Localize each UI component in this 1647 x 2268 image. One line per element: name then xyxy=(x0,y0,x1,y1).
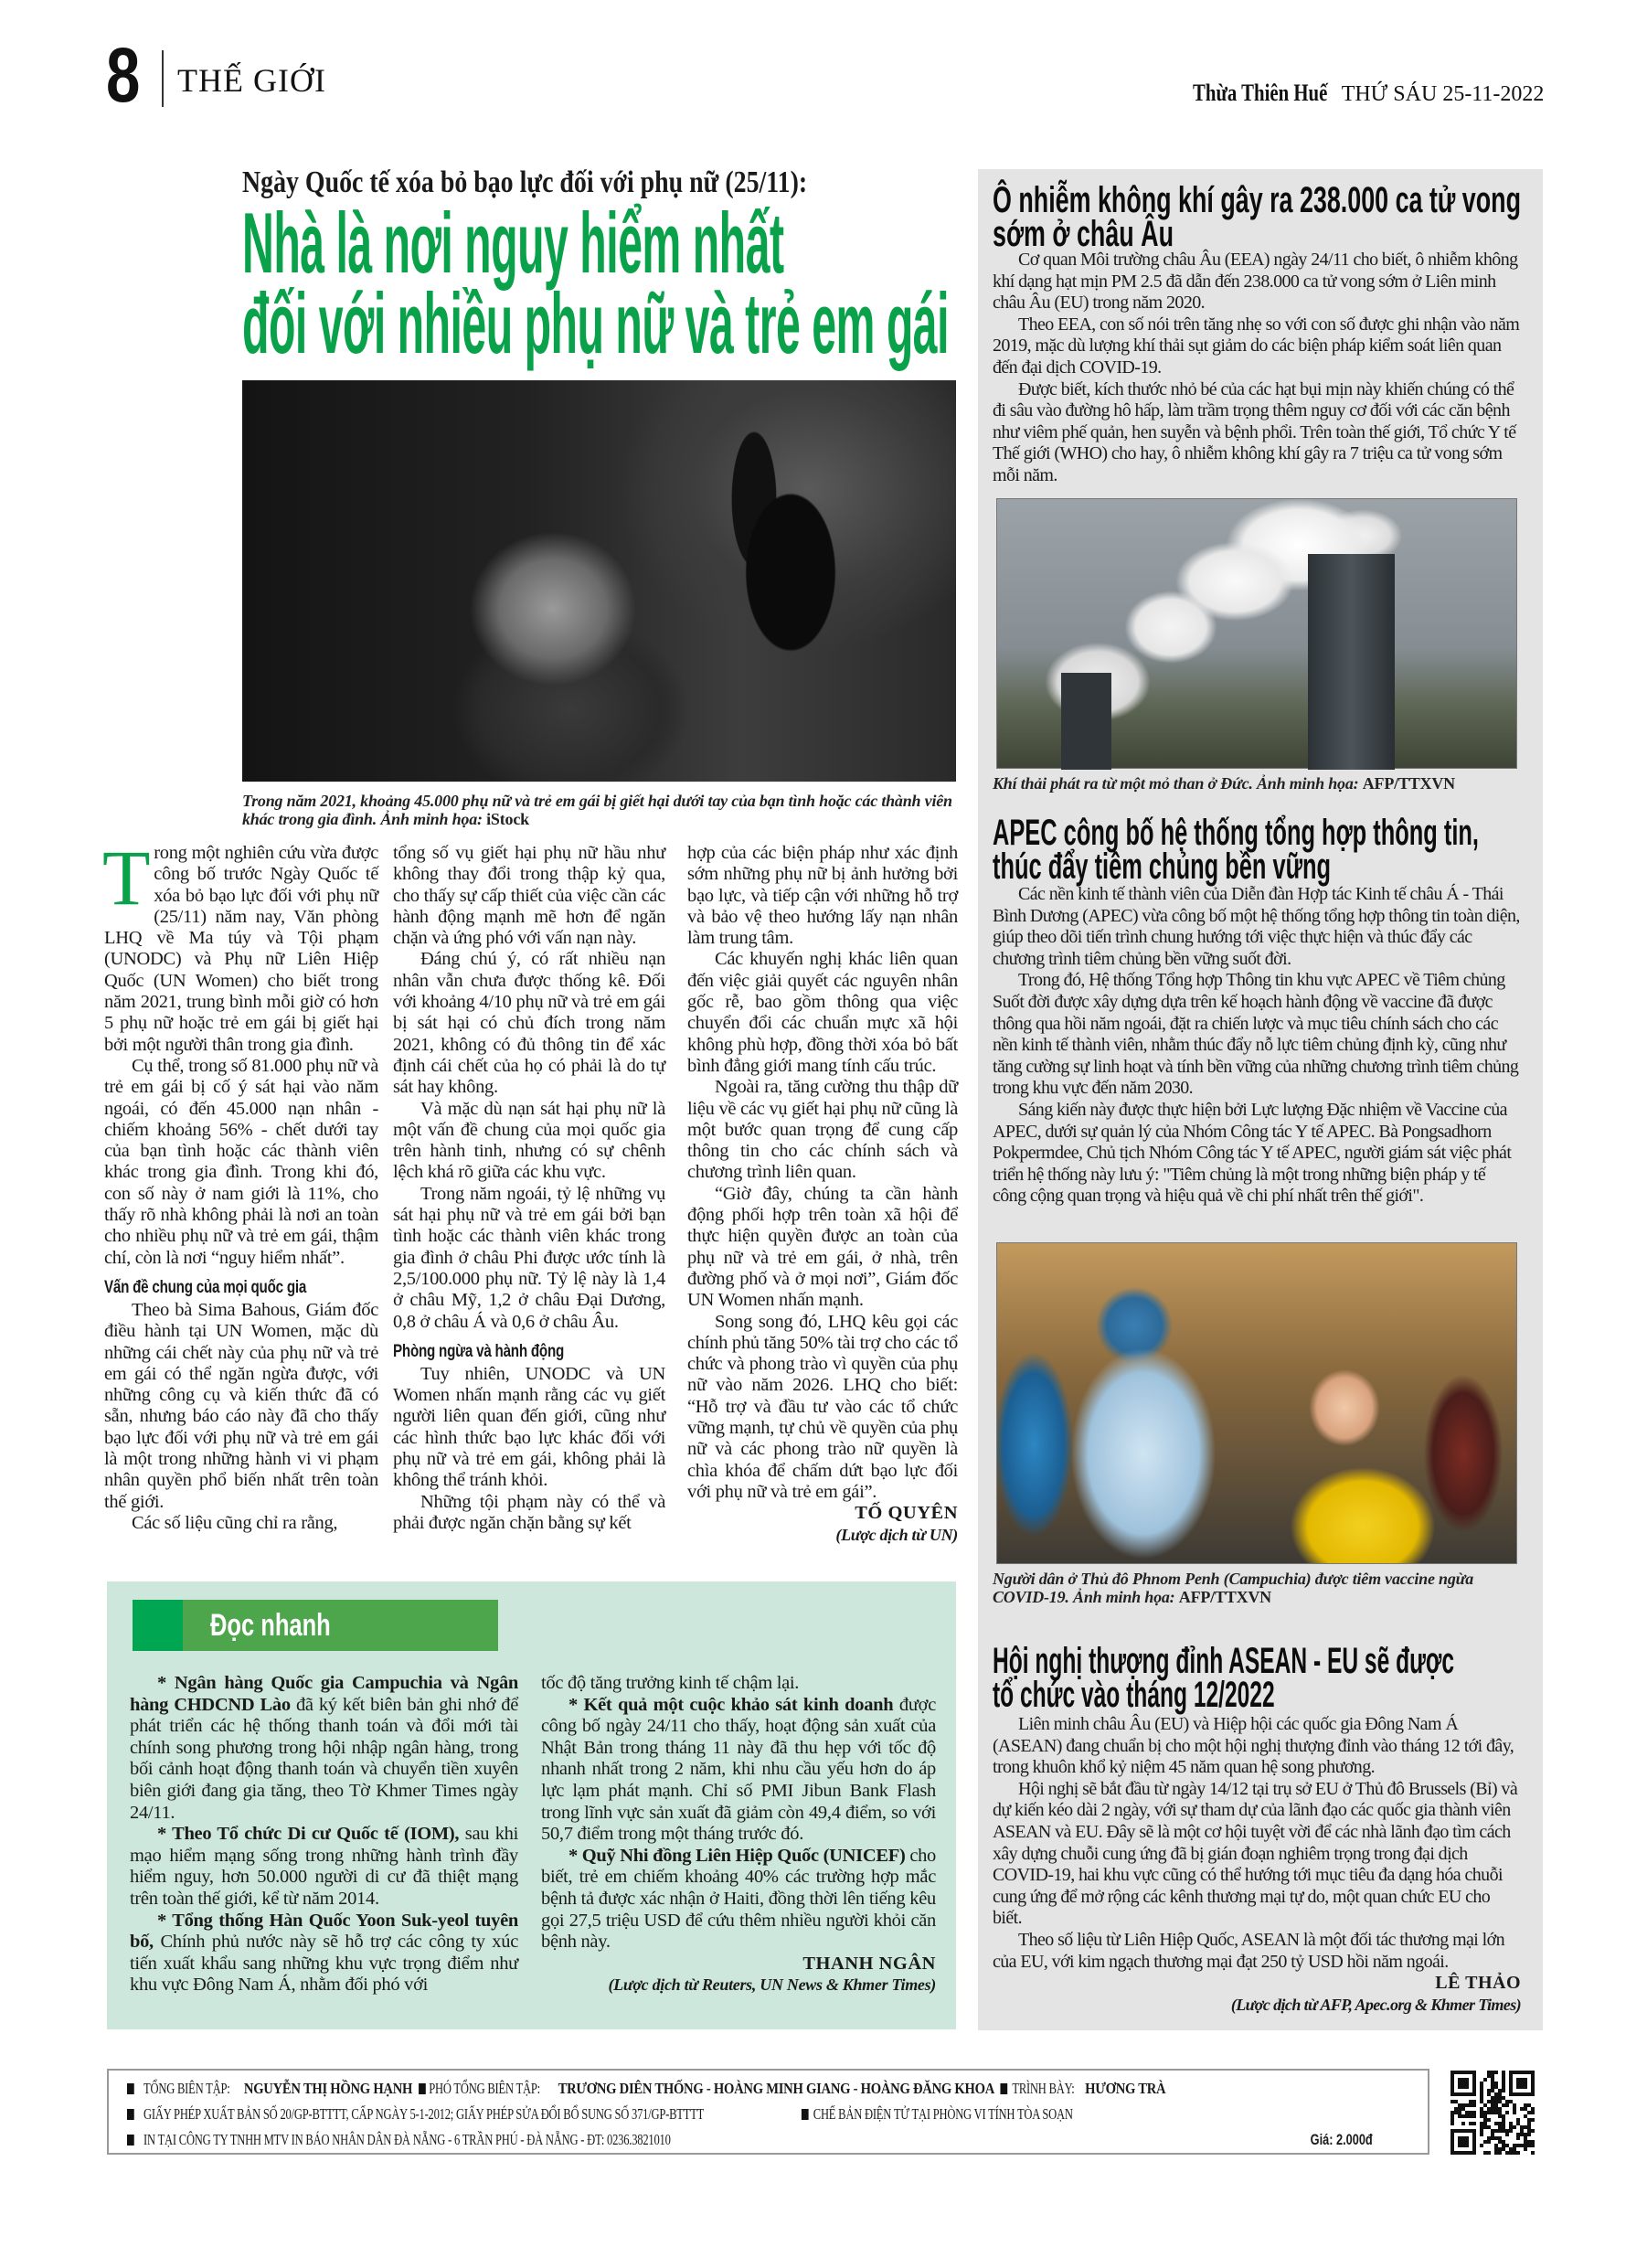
text: Theo EEA, con số nói trên tăng nhẹ so với con số được ghi nhận vào năm 2019, mặc dù lượng khí thải sụt giảm do các biện pháp kiểm soát liên quan đến đại dịch COVID-19. xyxy=(993,314,1520,378)
paragraph xyxy=(130,1824,518,1910)
headline-line: Nhà là nơi nguy hiểm nhất xyxy=(242,195,784,291)
issue-date: THỨ SÁU 25-11-2022 xyxy=(1341,82,1545,106)
text: Ngoài ra, tăng cường thu thập dữ liệu về các vụ giết hại phụ nữ cũng là một bước quan trọng để cung cấp thông tin cho các chính sách và chương trình liên quan. xyxy=(687,1077,958,1183)
imprint-line-printer: IN TẠI CÔNG TY TNHH MTV IN BÁO NHÂN DÂN ĐÀ NẴNG - 6 TRẦN PHÚ - ĐÀ NẴNG - ĐT: 0236.3821010 xyxy=(127,2131,859,2149)
photo-credit: iStock xyxy=(486,810,529,828)
title-line: thúc đẩy tiêm chủng bền vững xyxy=(993,847,1332,887)
photo-caption: Người dân ở Thủ đô Phnom Penh (Campuchia) được tiêm vaccine ngừa COVID-19. Ảnh minh họa: AFP/TTXVN xyxy=(993,1570,1474,1606)
paragraph xyxy=(393,949,665,1098)
paragraph xyxy=(393,843,665,949)
article-column xyxy=(102,834,378,1534)
text: LÊ THẢO xyxy=(1435,1973,1521,1994)
article-title-apec[interactable] xyxy=(993,813,1647,887)
text: Phòng ngừa và hành động xyxy=(393,1341,565,1361)
text: đã ký kết biên bản ghi nhớ để phát triển các hệ thống thanh toán và đổi mới tài chính song phương trong hội nhập ngân hàng, trong bối cảnh hoạt động thanh toán và chuyển tiền xuyên biên giới đang gia tăng, theo Tờ Khmer Times ngày 24/11. xyxy=(130,1694,518,1823)
lead-in: * Tổng thống Hàn Quốc Yoon Suk-yeol tuyên bố, xyxy=(130,1910,518,1953)
coal-plant-photo[interactable] xyxy=(996,498,1517,769)
caption-text: Trong năm 2021, khoảng 45.000 phụ nữ và trẻ em gái bị giết hại dưới tay của bạn tình hoặc các thành viên khác trong gia đình. Ảnh minh họa: xyxy=(242,792,952,828)
imprint-line-editors: TỔNG BIÊN TẬP:NGUYỄN THỊ HỒNG HẠNH PHÓ TỔNG BIÊN TẬP:TRƯƠNG DIÊN THỐNG - HOÀNG MINH GIANG - HOÀNG ĐĂNG KHOA TRÌNH BÀY:HƯƠNG TRÀ xyxy=(127,2080,1334,2098)
text: (Lược dịch từ UN) xyxy=(835,1525,958,1544)
text: sau khi mạo hiểm mạng sống trong những hành trình đầy hiểm nguy, hơn 50.000 người di cư đã thiệt mạng trên toàn thế giới, kể từ năm 2014. xyxy=(130,1824,518,1909)
paragraph xyxy=(541,1695,936,1846)
news-sidebar xyxy=(978,169,1543,2030)
qr-code[interactable] xyxy=(1450,2071,1535,2155)
headline-line: đối với nhiều phụ nữ và trẻ em gái xyxy=(242,275,949,371)
text: Cụ thể, trong số 81.000 phụ nữ và trẻ em gái bị cố ý sát hại vào năm ngoái, có đến 45.000 nạn nhân - chiếm khoảng 56% - chết dưới tay của bạn tình hoặc các thành viên khác trong gia đình. Trong khi đó, con số này ở nam giới là 11%, cho thấy rõ nhà không phải là nơi an toàn cho nhiều phụ nữ và trẻ em gái, thậm chí, còn là nơi “nguy hiểm nhất”. xyxy=(104,1055,378,1268)
text: Chính phủ nước này sẽ hỗ trợ các công ty xúc tiến xuất khẩu sang những khu vực trọng điểm như khu vực Đông Nam Á, nhằm đối phó với xyxy=(130,1932,519,1996)
title-line: Ô nhiễm không khí gây ra 238.000 ca tử vong xyxy=(993,180,1521,220)
article-body-apec xyxy=(993,884,1521,1208)
text: Song song đó, LHQ kêu gọi các chính phủ tăng 50% tài trợ cho các tổ chức và phong trào vì quyền của phụ nữ vào năm 2026. LHQ cho biết: “Hỗ trợ và đầu tư vào các tổ chức vững mạnh, tự chủ về quyền của phụ nữ và các phong trào nữ quyền là chìa khóa để chấm dứt bạo lực đối với phụ nữ và trẻ em gái”. xyxy=(687,1311,958,1502)
text: cho biết, trẻ em chiếm khoảng 40% các trường hợp mắc bệnh tả được xác nhận ở Haiti, đồng thời lên tiếng kêu gọi 27,5 triệu USD để cứu thêm nhiều người khỏi căn bệnh này. xyxy=(541,1845,937,1953)
masthead xyxy=(1193,80,1544,107)
article-title-pollution[interactable] xyxy=(993,180,1647,254)
article-body-pollution xyxy=(993,250,1521,487)
text: Tuy nhiên, UNODC và UN Women nhấn mạnh rằng các vụ giết người liên quan đến giới, cũng như các hình thức bạo lực khác đối với phụ nữ và trẻ em gái, không phải là không thể tránh khỏi. xyxy=(393,1363,665,1491)
header-divider xyxy=(162,50,164,107)
text: hợp của các biện pháp như xác định sớm những phụ nữ bị ảnh hưởng bởi bạo lực, và tiếp cận với những hỗ trợ và bảo vệ theo hướng lấy nạn nhân làm trung tâm. xyxy=(687,843,958,949)
text: Theo bà Sima Bahous, Giám đốc điều hành tại UN Women, mặc dù những cái chết này của phụ nữ và trẻ em gái có thể ngăn ngừa được, với những công cụ và kiến thức đã có sẵn, nhưng báo cáo này đã cho thấy bạo lực đối với phụ nữ và trẻ em gái là một trong những hành vi vi phạm nhân quyền phổ biến nhất trên toàn thế giới. xyxy=(104,1299,378,1512)
subheading xyxy=(104,1276,378,1300)
cooling-tower-shape xyxy=(1308,554,1395,770)
text: Đáng chú ý, có rất nhiều nạn nhân vẫn chưa được thống kê. Đối với khoảng 4/10 phụ nữ và trẻ em gái bị sát hại có chủ đích trong năm 2021, không có đủ thông tin để xác định cái chết của họ có phải là do tự sát hay không. xyxy=(393,949,665,1098)
title-line: sớm ở châu Âu xyxy=(993,214,1174,254)
author-byline xyxy=(541,1954,936,1975)
price-label: Giá: 2.000đ xyxy=(1310,2131,1373,2148)
header-accent-square xyxy=(133,1600,183,1651)
paragraph xyxy=(687,1312,958,1504)
lead-in: * Theo Tổ chức Di cư Quốc tế (IOM), xyxy=(157,1824,460,1845)
text: “Giờ đây, chúng ta cần hành động phối hợp trên toàn xã hội để thực hiện quyền được an toàn của phụ nữ và trẻ em gái, ở nhà, trên đường phố và ở mọi nơi”, Giám đốc UN Women nhấn mạnh. xyxy=(687,1183,958,1311)
photo-credit: AFP/TTXVN xyxy=(1362,774,1455,793)
text: Theo số liệu từ Liên Hiệp Quốc, ASEAN là một đối tác thương mại lớn của EU, với kim ngạch thương mại đạt 250 tỷ USD hồi năm ngoái. xyxy=(993,1929,1504,1972)
text: Sáng kiến này được thực hiện bởi Lực lượng Đặc nhiệm về Vaccine của APEC, dưới sự quản lý của Nhóm Công tác Y tế APEC. Bà Pongsadhorn Pokpermdee, Chủ tịch Nhóm Công tác Y tế APEC, người giám sát việc phát triển hệ thống này lưu ý: "Tiêm chủng là một trong những biện pháp y tế công cộng quan trọng và hiệu quả về chi phí nhất trên thế giới". xyxy=(993,1099,1512,1207)
paragraph xyxy=(541,1673,936,1695)
article-photo[interactable] xyxy=(242,380,956,782)
subheading xyxy=(393,1340,665,1364)
photo-caption xyxy=(242,792,964,828)
title-line: APEC công bố hệ thống tổng hợp thông tin, xyxy=(993,813,1479,853)
text: được công bố ngày 24/11 cho thấy, hoạt động sản xuất của Nhật Bản trong tháng 11 này đã thu hẹp với tốc độ nhanh nhất trong 2 năm, khi nhu cầu yếu hơn do áp lực lạm phát mạnh. Chỉ số PMI Jibun Bank Flash trong lĩnh vực sản xuất đã giảm còn 49,4 điểm, so với 50,7 điểm trong một tháng trước đó. xyxy=(541,1694,936,1845)
text: Những tội phạm này có thể và phải được ngăn chặn bằng sự kết xyxy=(393,1491,665,1533)
text: tổng số vụ giết hại phụ nữ hầu như không thay đổi trong thập kỷ qua, cho thấy sự cấp thiết của việc cần các hành động mạnh mẽ hơn để ngăn chặn và ứng phó với vấn nạn này. xyxy=(393,843,665,949)
article-column xyxy=(687,843,958,1546)
paragraph xyxy=(393,1184,665,1333)
paragraph xyxy=(993,884,1521,970)
text: Vấn đề chung của mọi quốc gia xyxy=(104,1277,307,1297)
text: Các số liệu cũng chỉ ra rằng, xyxy=(132,1512,338,1533)
source-credit xyxy=(687,1525,958,1546)
paragraph xyxy=(993,314,1521,379)
paragraph xyxy=(102,834,378,1056)
source-credit xyxy=(993,1995,1521,2017)
page-number: 8 xyxy=(106,32,141,118)
text: (Lược dịch từ Reuters, UN News & Khmer Times) xyxy=(608,1975,936,1995)
article-title-asean[interactable] xyxy=(993,1641,1647,1715)
text: Liên minh châu Âu (EU) và Hiệp hội các quốc gia Đông Nam Á (ASEAN) đang chuẩn bị cho một hội nghị thượng đỉnh vào tháng 12 tới đây, trong khuôn khổ kỷ niệm 45 năm quan hệ song phương. xyxy=(993,1714,1514,1778)
imprint-line-license: GIẤY PHÉP XUẤT BẢN SỐ 20/GP-BTTTT, CẤP NGÀY 5-1-2012; GIẤY PHÉP SỬA ĐỔI BỔ SUNG SỐ 371/GP-BTTTT CHẾ BẢN ĐIỆN TỬ TẠI PHÒNG VI TÍNH TÒA SOẠN xyxy=(127,2105,1276,2124)
paragraph xyxy=(993,1100,1521,1208)
text: Được biết, kích thước nhỏ bé của các hạt bụi mịn này khiến chúng có thể đi sâu vào đường hô hấp, làm trầm trọng thêm nguy cơ đối với các căn bệnh như viêm phế quản, hen suyễn và bệnh phổi. Trên toàn thế giới, Tổ chức Y tế Thế giới (WHO) cho hay, ô nhiễm không khí gây ra 7 triệu ca tử vong sớm mỗi năm. xyxy=(993,378,1516,485)
article-body-asean xyxy=(993,1714,1521,2016)
text: Trong năm ngoái, tỷ lệ những vụ sát hại phụ nữ và trẻ em gái bởi bạn tình hoặc các thành viên khác trong gia đình ở châu Phi được ước tính là 2,5/100.000 phụ nữ. Tỷ lệ này là 1,4 ở châu Mỹ, 1,2 ở châu Đại Dương, 0,8 ở châu Á và 0,6 ở châu Âu. xyxy=(393,1183,665,1332)
chimney-shape xyxy=(1061,673,1111,770)
text: THANH NGÂN xyxy=(802,1953,936,1974)
photo-credit: AFP/TTXVN xyxy=(1178,1588,1271,1606)
lead-in: * Kết quả một cuộc khảo sát kinh doanh xyxy=(568,1694,894,1715)
vaccination-photo[interactable] xyxy=(996,1242,1517,1564)
paragraph xyxy=(541,1846,936,1954)
lead-in: * Quỹ Nhi đồng Liên Hiệp Quốc (UNICEF) xyxy=(568,1845,906,1866)
paragraph xyxy=(993,250,1521,314)
photo-caption: Khí thải phát ra từ một mỏ than ở Đức. Ảnh minh họa: AFP/TTXVN xyxy=(993,774,1455,793)
title-line: Hội nghị thượng đỉnh ASEAN - EU sẽ được xyxy=(993,1641,1454,1681)
paragraph xyxy=(104,1056,378,1269)
author-byline xyxy=(687,1503,958,1524)
quick-read-column xyxy=(541,1673,936,1996)
text: Trong đó, Hệ thống Tổng hợp Thông tin khu vực APEC về Tiêm chủng Suốt đời được xây dựng dựa trên kế hoạch hành động về vaccine đã được thông qua hồi năm ngoái, đặt ra chiến lược và mục tiêu chính sách cho các nền kinh tế thành viên, nhằm thúc đẩy nỗ lực tiêm chủng định kỳ, cũng như tăng cường sự linh hoạt và tính bền vững của những chương trình tiêm chủng trong khu vực đến năm 2030. xyxy=(993,970,1519,1099)
text: tốc độ tăng trưởng kinh tế chậm lại. xyxy=(541,1673,800,1693)
text: Các nền kinh tế thành viên của Diễn đàn Hợp tác Kinh tế châu Á - Thái Bình Dương (APEC) vừa công bố một hệ thống tổng hợp thông tin toàn diện, giúp theo dõi tiến trình chung hướng tới việc thực hiện và thúc đẩy các chương trình tiêm chủng bền vững suốt đời. xyxy=(993,884,1520,969)
paragraph xyxy=(993,379,1521,487)
paragraph xyxy=(993,970,1521,1100)
paragraph xyxy=(687,1077,958,1183)
drop-cap: T xyxy=(102,834,151,921)
paragraph xyxy=(130,1673,518,1824)
paragraph xyxy=(687,1184,958,1312)
quick-read-box xyxy=(107,1581,956,2029)
paragraph xyxy=(130,1911,518,1996)
quick-read-header xyxy=(133,1600,498,1651)
text: (Lược dịch từ AFP, Apec.org & Khmer Times) xyxy=(1230,1995,1521,2014)
text: Hội nghị sẽ bắt đầu từ ngày 14/12 tại trụ sở EU ở Thủ đô Brussels (Bỉ) và dự kiến kéo dài 2 ngày, với sự tham dự của lãnh đạo các quốc gia thành viên ASEAN và EU. Đây sẽ là một cơ hội tuyệt vời để các nhà lãnh đạo tìm cách xây dựng chuỗi cung ứng đã bị gián đoạn nghiêm trọng trong đại dịch COVID-19, hai khu vực cũng có thể hướng tới mục tiêu đa dạng hóa chuỗi cung ứng để mở rộng các kênh thương mại tự do, một quan chức EU cho biết. xyxy=(993,1778,1518,1929)
text: Các khuyến nghị khác liên quan đến việc giải quyết các nguyên nhân gốc rễ, bao gồm thông qua việc chuyển đổi các chuẩn mực xã hội không phù hợp, đồng thời xóa bỏ bất bình đẳng giới mang tính cấu trúc. xyxy=(687,949,958,1076)
paragraph xyxy=(993,1779,1521,1930)
paragraph xyxy=(687,843,958,949)
paragraph xyxy=(993,1930,1521,1973)
paragraph xyxy=(993,1714,1521,1779)
section-title: THẾ GIỚI xyxy=(177,62,326,99)
kicker-text: Ngày Quốc tế xóa bỏ bạo lực đối với phụ nữ (25/11): xyxy=(242,165,808,199)
paragraph xyxy=(687,949,958,1077)
paragraph xyxy=(104,1300,378,1513)
paragraph xyxy=(104,1513,378,1534)
qr-code-icon xyxy=(1450,2071,1535,2155)
quick-read-title: Đọc nhanh xyxy=(210,1608,331,1643)
author-byline xyxy=(993,1973,1521,1995)
paragraph xyxy=(393,1492,665,1535)
text: TỐ QUYÊN xyxy=(855,1503,958,1524)
lead-in: * Ngân hàng Quốc gia Campuchia và Ngân hàng CHDCND Lào xyxy=(130,1673,518,1715)
text: Và mặc dù nạn sát hại phụ nữ là một vấn đề chung của mọi quốc gia trên hành tinh, nhưng có sự chênh lệch khá rõ giữa các khu vực. xyxy=(393,1098,665,1183)
text: Cơ quan Môi trường châu Âu (EEA) ngày 24/11 cho biết, ô nhiễm không khí dạng hạt mịn PM 2.5 đã dẫn đến 238.000 ca tử vong sớm ở Liên minh châu Âu (EU) trong năm 2020. xyxy=(993,250,1518,314)
quick-read-column xyxy=(130,1673,518,1996)
text: rong một nghiên cứu vừa được công bố trước Ngày Quốc tế xóa bỏ bạo lực đối với phụ nữ (25/11) năm nay, Văn phòng LHQ về Ma túy và Tội phạm (UNODC) và Phụ nữ Liên Hiệp Quốc (UN Women) cho biết trong năm 2021, trung bình mỗi giờ có hơn 5 phụ nữ hoặc trẻ em gái bị giết hại bởi một người thân trong gia đình. xyxy=(104,843,378,1055)
paragraph xyxy=(393,1099,665,1184)
paragraph xyxy=(393,1364,665,1492)
source-credit xyxy=(541,1975,936,1996)
paper-name: Thừa Thiên Huế xyxy=(1193,80,1328,106)
article-column xyxy=(393,843,665,1534)
imprint-box xyxy=(107,2069,1429,2155)
title-line: tổ chức vào tháng 12/2022 xyxy=(993,1675,1275,1715)
